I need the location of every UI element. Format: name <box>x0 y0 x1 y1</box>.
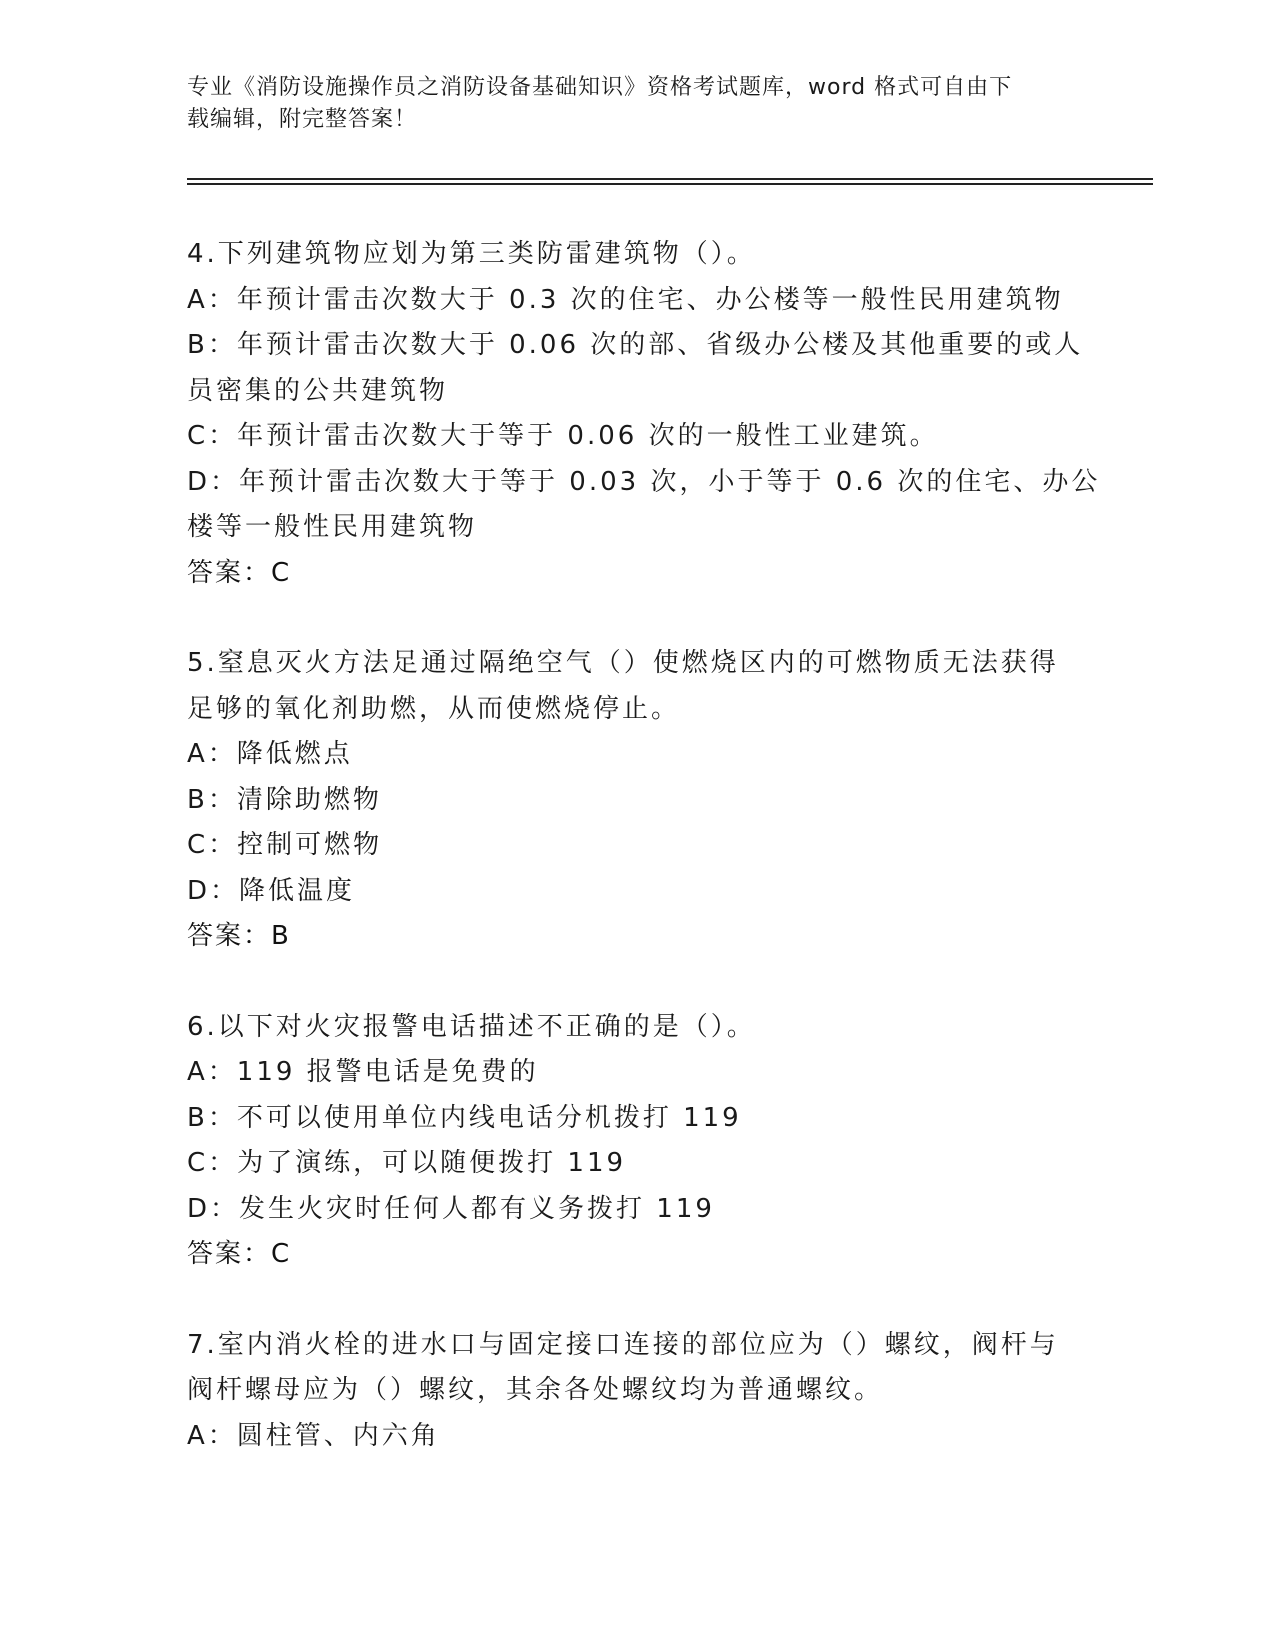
question-block-6 <box>187 1005 1067 1278</box>
question-7-stem-cont: 阀杆螺母应为（）螺纹，其余各处螺纹均为普通螺纹。 <box>187 1375 884 1405</box>
spacer <box>187 596 1067 641</box>
header-divider-bottom <box>187 183 1153 185</box>
question-5-stem-cont: 足够的氧化剂助燃，从而使燃烧停止。 <box>187 693 681 724</box>
question-7-stem: 7.室内消火栓的进水口与固定接口连接的部位应为（）螺纹，阀杆与 <box>187 1329 1059 1360</box>
header-divider-top <box>187 178 1153 180</box>
question-block-5 <box>187 641 1067 960</box>
question-4-answer: 答案：C <box>187 557 292 588</box>
question-4-option-b: B：年预计雷击次数大于 0.06 次的部、省级办公楼及其他重要的或人 <box>187 330 1084 360</box>
header-line-1: 专业《消防设施操作员之消防设备基础知识》资格考试题库，word 格式可自由下 <box>187 75 1013 100</box>
question-5-option-a: A：降低燃点 <box>187 739 353 769</box>
question-5-option-d: D：降低温度 <box>187 875 356 906</box>
question-5-answer: 答案：B <box>187 921 291 951</box>
question-4-option-d: D：年预计雷击次数大于等于 0.03 次，小于等于 0.6 次的住宅、办公 <box>187 466 1101 497</box>
question-4-option-a: A：年预计雷击次数大于 0.3 次的住宅、办公楼等一般性民用建筑物 <box>187 284 1064 315</box>
question-4-option-b-cont: 员密集的公共建筑物 <box>187 375 449 406</box>
question-6-answer: 答案：C <box>187 1239 292 1269</box>
document-header <box>187 72 1067 136</box>
question-6-stem: 6.以下对火灾报警电话描述不正确的是（）。 <box>187 1011 756 1042</box>
question-5-option-c: C：控制可燃物 <box>187 830 383 860</box>
question-block-4 <box>187 232 1101 596</box>
question-4-option-c: C：年预计雷击次数大于等于 0.06 次的一般性工业建筑。 <box>187 421 939 451</box>
spacer <box>187 960 1067 1005</box>
header-line-2: 载编辑，附完整答案！ <box>187 107 418 132</box>
question-6-option-b: B：不可以使用单位内线电话分机拨打 119 <box>187 1102 742 1133</box>
question-4-option-d-cont: 楼等一般性民用建筑物 <box>187 512 478 542</box>
question-block-7 <box>187 1323 1067 1460</box>
question-list <box>187 232 1101 1459</box>
spacer <box>187 1278 1067 1323</box>
question-7-option-a: A：圆柱管、内六角 <box>187 1420 440 1451</box>
question-4-stem: 4.下列建筑物应划为第三类防雷建筑物（）。 <box>187 239 756 269</box>
question-5-stem: 5.窒息灭火方法足通过隔绝空气（）使燃烧区内的可燃物质无法获得 <box>187 648 1059 678</box>
question-5-option-b: B：清除助燃物 <box>187 784 382 815</box>
question-6-option-c: C：为了演练，可以随便拨打 119 <box>187 1148 627 1178</box>
question-6-option-a: A：119 报警电话是免费的 <box>187 1057 539 1087</box>
question-6-option-d: D：发生火灾时任何人都有义务拨打 119 <box>187 1193 715 1224</box>
